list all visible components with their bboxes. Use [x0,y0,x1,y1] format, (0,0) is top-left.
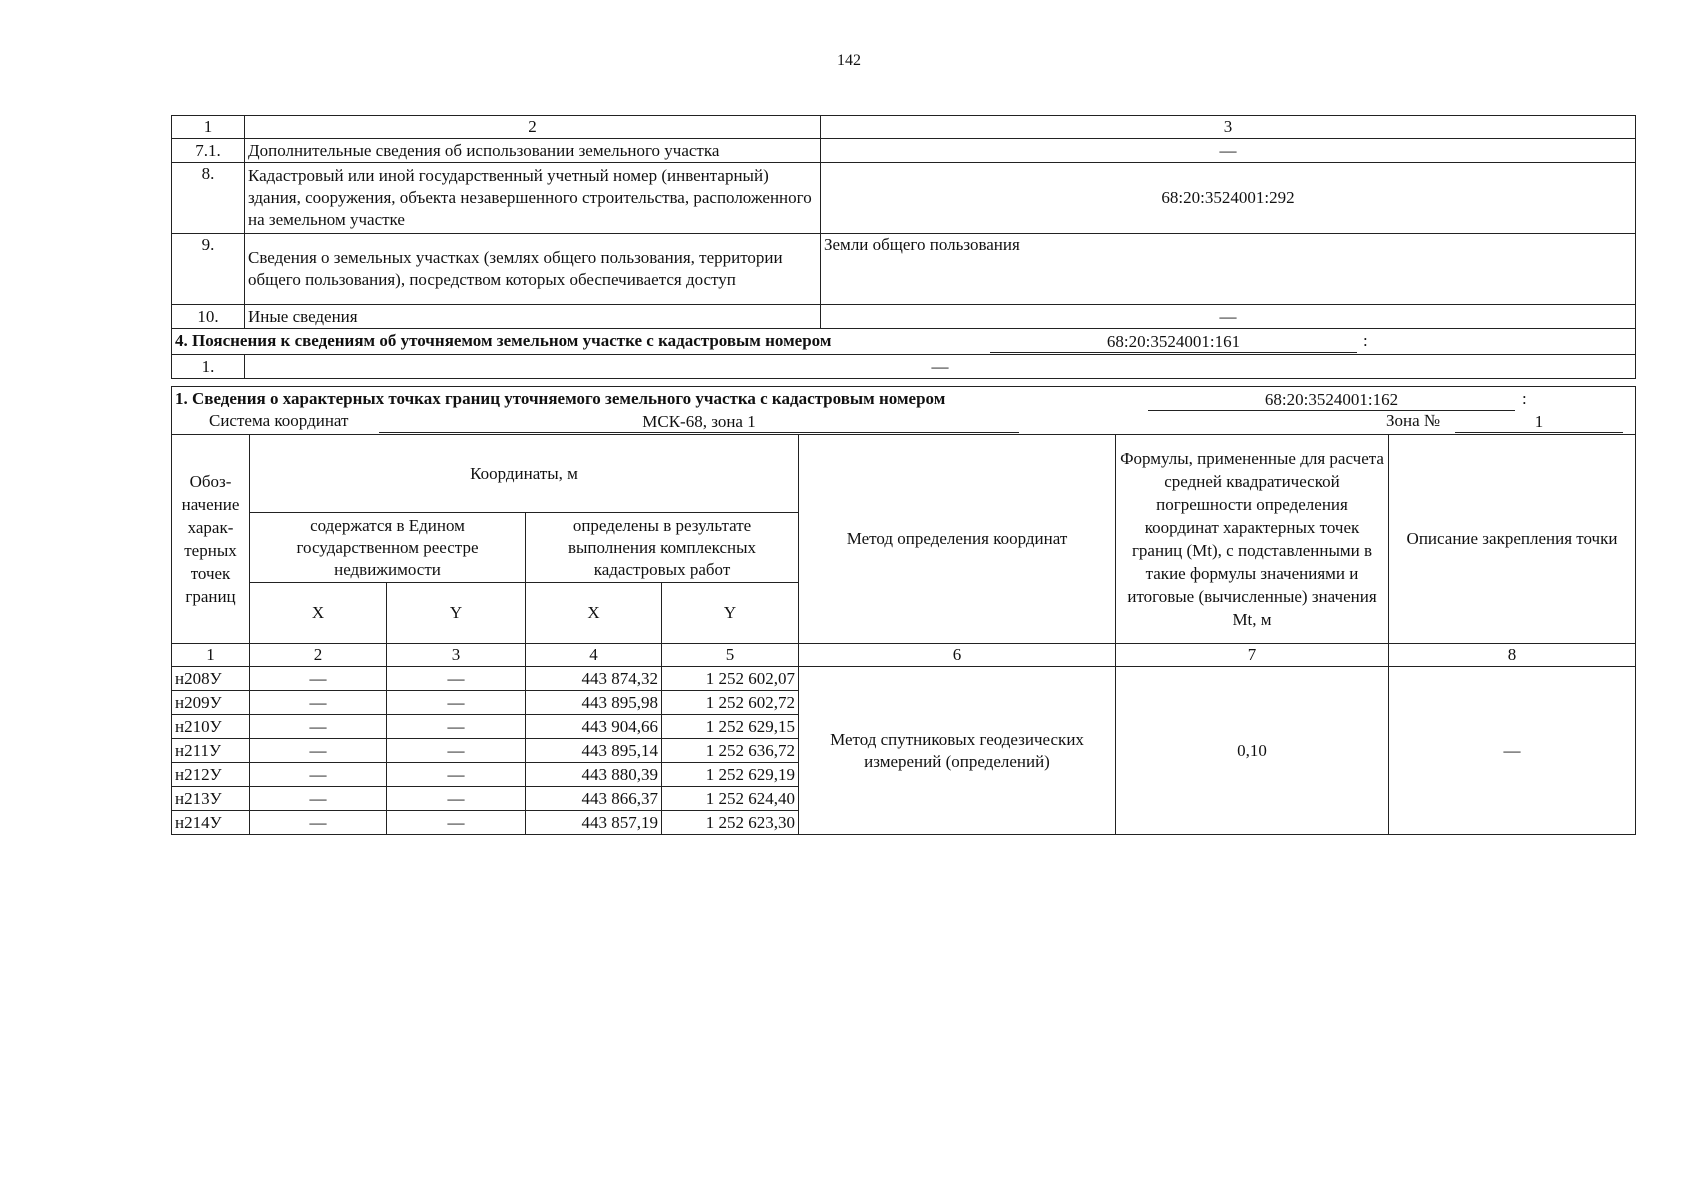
points-section-title: 1. Сведения о характерных точках границ уточняемого земельного участка с кадастровым номером [175,388,946,408]
point-x: 443 866,37 [526,787,662,811]
point-y: 1 252 602,72 [662,691,799,715]
row-label: Иные сведения [245,305,821,329]
row-value: Земли общего пользования [821,234,1636,305]
table-header-row [172,116,1636,139]
point-y-egrn: — [387,667,526,691]
point-y-egrn: — [387,811,526,835]
row-number: 1. [172,355,245,379]
point-x-egrn: — [250,715,387,739]
col-header-1: 1 [172,116,245,139]
col-number: 5 [662,644,799,667]
point-name: н213У [172,787,250,811]
row-value: — [821,305,1636,329]
table-row [172,355,1636,379]
column-numbers-row [172,644,1636,667]
col-header-3: 3 [821,116,1636,139]
col-number: 7 [1116,644,1389,667]
row-number: 9. [172,234,245,305]
table-row [172,139,1636,163]
header-row-1 [172,435,1636,513]
row-value: 68:20:3524001:292 [821,163,1636,234]
col-number: 6 [799,644,1116,667]
point-x-egrn: — [250,667,387,691]
col-number: 2 [250,644,387,667]
col-number: 3 [387,644,526,667]
zone-value: 1 [1455,412,1623,433]
egrn-header: содержатся в Едином государственном реестре недвижимости [250,513,526,583]
point-x: 443 857,19 [526,811,662,835]
section4-colon: : [1363,330,1368,350]
coord-system-label: Система координат [209,410,349,430]
points-colon: : [1522,388,1527,408]
row-label: Сведения о земельных участках (землях общего пользования, территории общего пользования), посредством которых обеспечивается доступ [245,234,821,305]
point-name: н211У [172,739,250,763]
point-x-egrn: — [250,787,387,811]
points-cadastral-number: 68:20:3524001:162 [1148,390,1515,411]
point-x: 443 895,14 [526,739,662,763]
land-info-table [171,115,1636,379]
point-y-egrn: — [387,691,526,715]
point-y: 1 252 624,40 [662,787,799,811]
point-y-egrn: — [387,739,526,763]
table-row [172,667,1636,691]
table-row [172,163,1636,234]
point-x: 443 895,98 [526,691,662,715]
boundary-points-table [171,386,1636,835]
row-value: — [821,139,1636,163]
point-x: 443 874,32 [526,667,662,691]
row-number: 10. [172,305,245,329]
point-y-egrn: — [387,787,526,811]
point-x: 443 904,66 [526,715,662,739]
formulas-header: Формулы, примененные для расчета средней квадратической погрешности определения координат характерных точек границ (Mt), с подставленными в такие формулы значениями и итоговые (вычисленные) значения Mt, м [1116,435,1389,644]
col-number: 8 [1389,644,1636,667]
y-egrn-header: Y [387,583,526,644]
col-header-2: 2 [245,116,821,139]
point-y: 1 252 629,15 [662,715,799,739]
point-x-egrn: — [250,763,387,787]
point-x-egrn: — [250,691,387,715]
col-number: 4 [526,644,662,667]
coord-system-value: МСК-68, зона 1 [379,412,1019,433]
section4-title-row [172,329,1636,355]
method-value: Метод спутниковых геодезических измерений (определений) [799,667,1116,835]
point-x: 443 880,39 [526,763,662,787]
point-y: 1 252 623,30 [662,811,799,835]
row-number: 8. [172,163,245,234]
point-name: н209У [172,691,250,715]
x-egrn-header: X [250,583,387,644]
point-x-egrn: — [250,739,387,763]
col-number: 1 [172,644,250,667]
row-number: 7.1. [172,139,245,163]
section4-cadastral-number: 68:20:3524001:161 [990,332,1357,353]
row-value: — [245,355,1636,379]
method-header: Метод определения координат [799,435,1116,644]
mt-value: 0,10 [1116,667,1389,835]
points-title-row [172,387,1636,435]
table-row [172,305,1636,329]
zone-label: Зона № [1386,410,1441,430]
point-x-egrn: — [250,811,387,835]
coordinates-header: Координаты, м [250,435,799,513]
x-kkr-header: X [526,583,662,644]
page-number: 142 [837,52,861,69]
section4-title-cell [172,329,1636,355]
point-y: 1 252 629,19 [662,763,799,787]
point-y-egrn: — [387,763,526,787]
y-kkr-header: Y [662,583,799,644]
row-label: Кадастровый или иной государственный учетный номер (инвентарный) здания, сооружения, объекта незавершенного строительства, расположенного на земельном участке [245,163,821,234]
point-name: н208У [172,667,250,691]
row-label: Дополнительные сведения об использовании земельного участка [245,139,821,163]
points-title-cell [172,387,1636,435]
description-header: Описание закрепления точки [1389,435,1636,644]
point-y: 1 252 636,72 [662,739,799,763]
point-y-egrn: — [387,715,526,739]
point-name: н214У [172,811,250,835]
section4-title: 4. Пояснения к сведениям об уточняемом земельном участке с кадастровым номером [175,330,832,350]
point-name: н210У [172,715,250,739]
table-row [172,234,1636,305]
point-name: н212У [172,763,250,787]
kkr-header: определены в результате выполнения комплексных кадастровых работ [526,513,799,583]
description-value: — [1389,667,1636,835]
point-y: 1 252 602,07 [662,667,799,691]
designation-header: Обоз-начение харак-терных точек границ [172,435,250,644]
